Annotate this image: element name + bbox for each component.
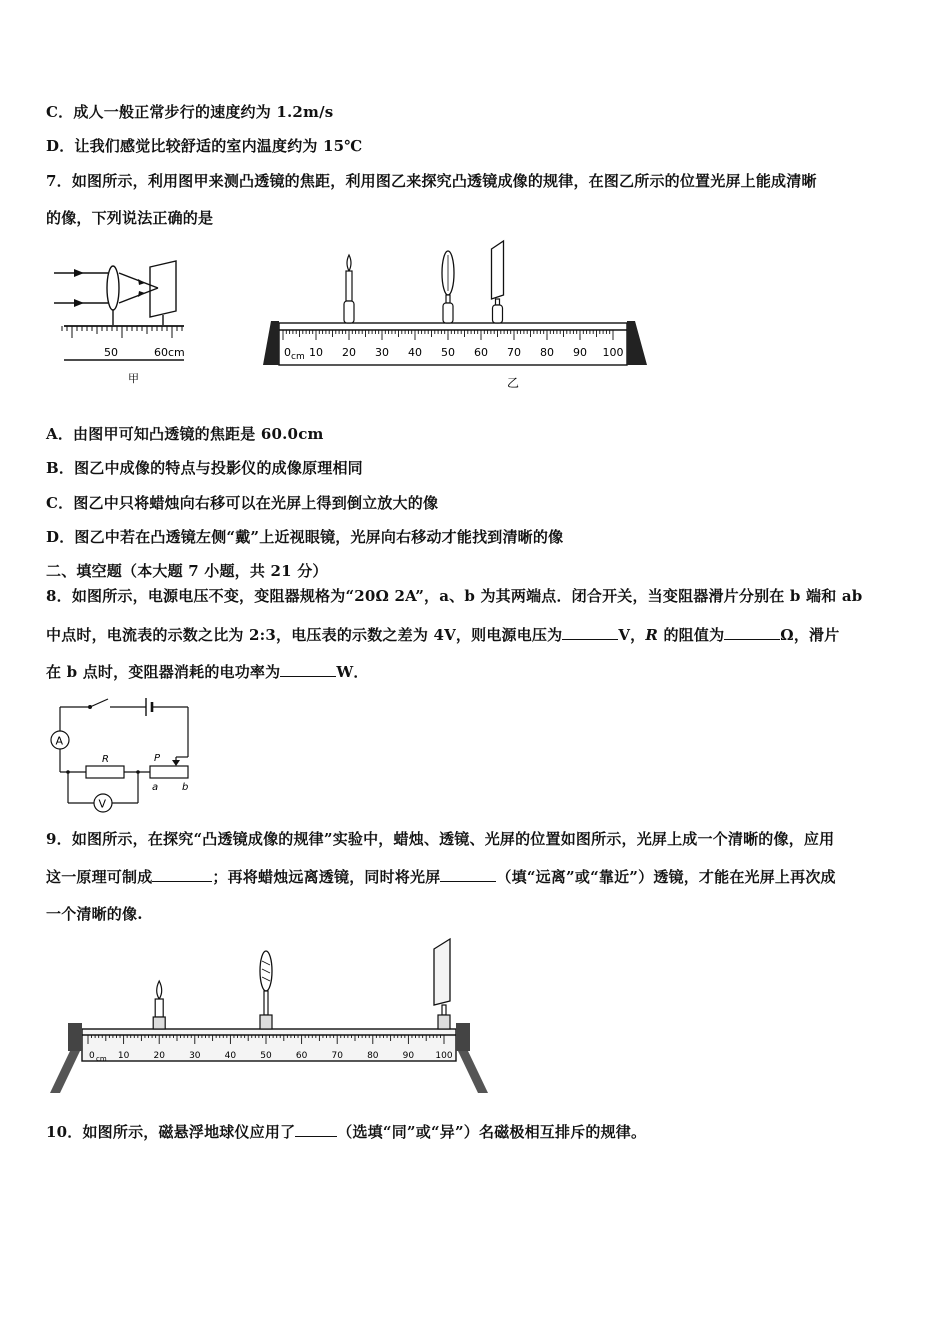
scale-label-50: 50 bbox=[260, 1051, 272, 1061]
q8-symbol-r: R bbox=[645, 626, 659, 644]
scale-label-60: 60 bbox=[295, 1051, 308, 1061]
scale-label-30: 30 bbox=[375, 346, 389, 359]
q10-line-part-1: 10．如图所示，磁悬浮地球仪应用了 bbox=[46, 1123, 296, 1141]
scale-label-40: 40 bbox=[224, 1051, 237, 1061]
light-screen-icon bbox=[492, 241, 504, 323]
q8-circuit-diagram bbox=[46, 695, 196, 815]
q8-line-2-part-3: 的阻值为 bbox=[658, 626, 725, 644]
q7-jia-scale-50: 50 bbox=[104, 346, 118, 359]
q7-jia-scale-60cm: 60cm bbox=[154, 346, 185, 359]
q8-line-3-part-1: 在 b 点时，变阻器消耗的电功率为 bbox=[46, 663, 281, 681]
scale-unit-label: cm bbox=[291, 352, 305, 362]
q9-blank-device[interactable] bbox=[152, 866, 212, 882]
q8-line-3 bbox=[46, 661, 369, 682]
q8-blank-voltage[interactable] bbox=[562, 624, 618, 640]
scale-label-20: 20 bbox=[153, 1051, 165, 1061]
rheostat-end-b-label: b bbox=[182, 782, 189, 793]
scale-label-100: 100 bbox=[435, 1051, 453, 1061]
q8-line-2-part-2: V， bbox=[618, 626, 646, 644]
ammeter-label: A bbox=[55, 734, 64, 748]
scale-label-50: 50 bbox=[441, 346, 455, 359]
scale-label-10: 10 bbox=[117, 1051, 130, 1061]
resistor-label: R bbox=[102, 754, 109, 765]
rheostat-end-a-label: a bbox=[152, 782, 159, 793]
q8-line-2 bbox=[46, 624, 839, 645]
scale-label-0: 0 bbox=[284, 346, 291, 359]
q7-stem-line-1: 7．如图所示，利用图甲来测凸透镜的焦距，利用图乙来探究凸透镜成像的规律，在图乙所示的位置光屏上能成清晰 bbox=[46, 172, 817, 190]
q7-option-c: C．图乙中只将蜡烛向右移可以在光屏上得到倒立放大的像 bbox=[46, 494, 439, 512]
scale-label-80: 80 bbox=[367, 1051, 379, 1061]
light-screen-icon bbox=[434, 939, 450, 1029]
q8-blank-resistance[interactable] bbox=[724, 624, 780, 640]
q8-line-3-part-2: W． bbox=[336, 663, 369, 681]
scale-label-20: 20 bbox=[342, 346, 356, 359]
scale-label-100: 100 bbox=[602, 346, 624, 359]
q8-line-2-part-4: Ω，滑片 bbox=[780, 626, 840, 644]
q8-blank-power[interactable] bbox=[280, 661, 336, 677]
q9-line-3: 一个清晰的像. bbox=[46, 905, 143, 923]
q7-figure-jia-label: 甲 bbox=[128, 372, 139, 385]
scale-label-30: 30 bbox=[189, 1051, 201, 1061]
section-2-heading: 二、填空题（本大题 7 小题，共 21 分） bbox=[46, 562, 328, 580]
q6-option-c: C．成人一般正常步行的速度约为 1.2m/s bbox=[46, 103, 334, 121]
q7-figure-jia bbox=[46, 255, 196, 390]
q9-line-2-part-3: （填“远离”或“靠近”）透镜，才能在光屏上再次成 bbox=[496, 868, 836, 886]
q7-option-d: D．图乙中若在凸透镜左侧“戴”上近视眼镜，光屏向右移动才能找到清晰的像 bbox=[46, 528, 564, 546]
q8-line-1: 8．如图所示，电源电压不变，变阻器规格为“20Ω 2A”，a、b 为其两端点．闭合开关，当变阻器滑片分别在 b 端和 ab bbox=[46, 587, 863, 605]
scale-label-70: 70 bbox=[507, 346, 521, 359]
q10-line bbox=[46, 1121, 646, 1142]
scale-label-90: 90 bbox=[402, 1051, 415, 1061]
q9-blank-direction[interactable] bbox=[440, 866, 496, 882]
scale-label-40: 40 bbox=[408, 346, 422, 359]
q7-option-a: A．由图甲可知凸透镜的焦距是 60.0cm bbox=[46, 425, 324, 443]
convex-lens-icon bbox=[442, 251, 454, 323]
voltmeter-label: V bbox=[98, 797, 107, 811]
convex-lens-icon bbox=[260, 951, 272, 1029]
q7-option-b: B．图乙中成像的特点与投影仪的成像原理相同 bbox=[46, 459, 363, 477]
q10-line-part-2: （选填“同”或“异”）名磁极相互排斥的规律。 bbox=[337, 1123, 647, 1141]
q7-stem-line-2: 的像，下列说法正确的是 bbox=[46, 209, 214, 227]
q9-line-2 bbox=[46, 866, 836, 887]
candle-icon bbox=[344, 255, 354, 323]
candle-icon bbox=[153, 981, 165, 1029]
q7-figure-yi-label: 乙 bbox=[507, 376, 520, 390]
q9-figure bbox=[46, 935, 476, 1095]
scale-label-0: 0 bbox=[89, 1051, 95, 1061]
scale-label-70: 70 bbox=[331, 1051, 343, 1061]
scale-label-60: 60 bbox=[474, 346, 488, 359]
q9-line-1: 9．如图所示，在探究“凸透镜成像的规律”实验中，蜡烛、透镜、光屏的位置如图所示，光屏上成一个清晰的像，应用 bbox=[46, 830, 835, 848]
scale-label-10: 10 bbox=[309, 346, 323, 359]
q8-line-2-part-1: 中点时，电流表的示数之比为 2:3，电压表的示数之差为 4V，则电源电压为 bbox=[46, 626, 563, 644]
slider-label: P bbox=[154, 753, 161, 764]
q7-figure-yi bbox=[255, 235, 655, 395]
q9-line-2-part-1: 这一原理可制成 bbox=[46, 868, 153, 886]
scale-label-80: 80 bbox=[540, 346, 554, 359]
q10-blank-pole[interactable] bbox=[295, 1121, 337, 1137]
scale-label-90: 90 bbox=[573, 346, 587, 359]
q6-option-d: D．让我们感觉比较舒适的室内温度约为 15℃ bbox=[46, 137, 363, 155]
scale-unit-label: cm bbox=[96, 1055, 107, 1063]
q9-line-2-part-2: ；再将蜡烛远离透镜，同时将光屏 bbox=[212, 868, 441, 886]
